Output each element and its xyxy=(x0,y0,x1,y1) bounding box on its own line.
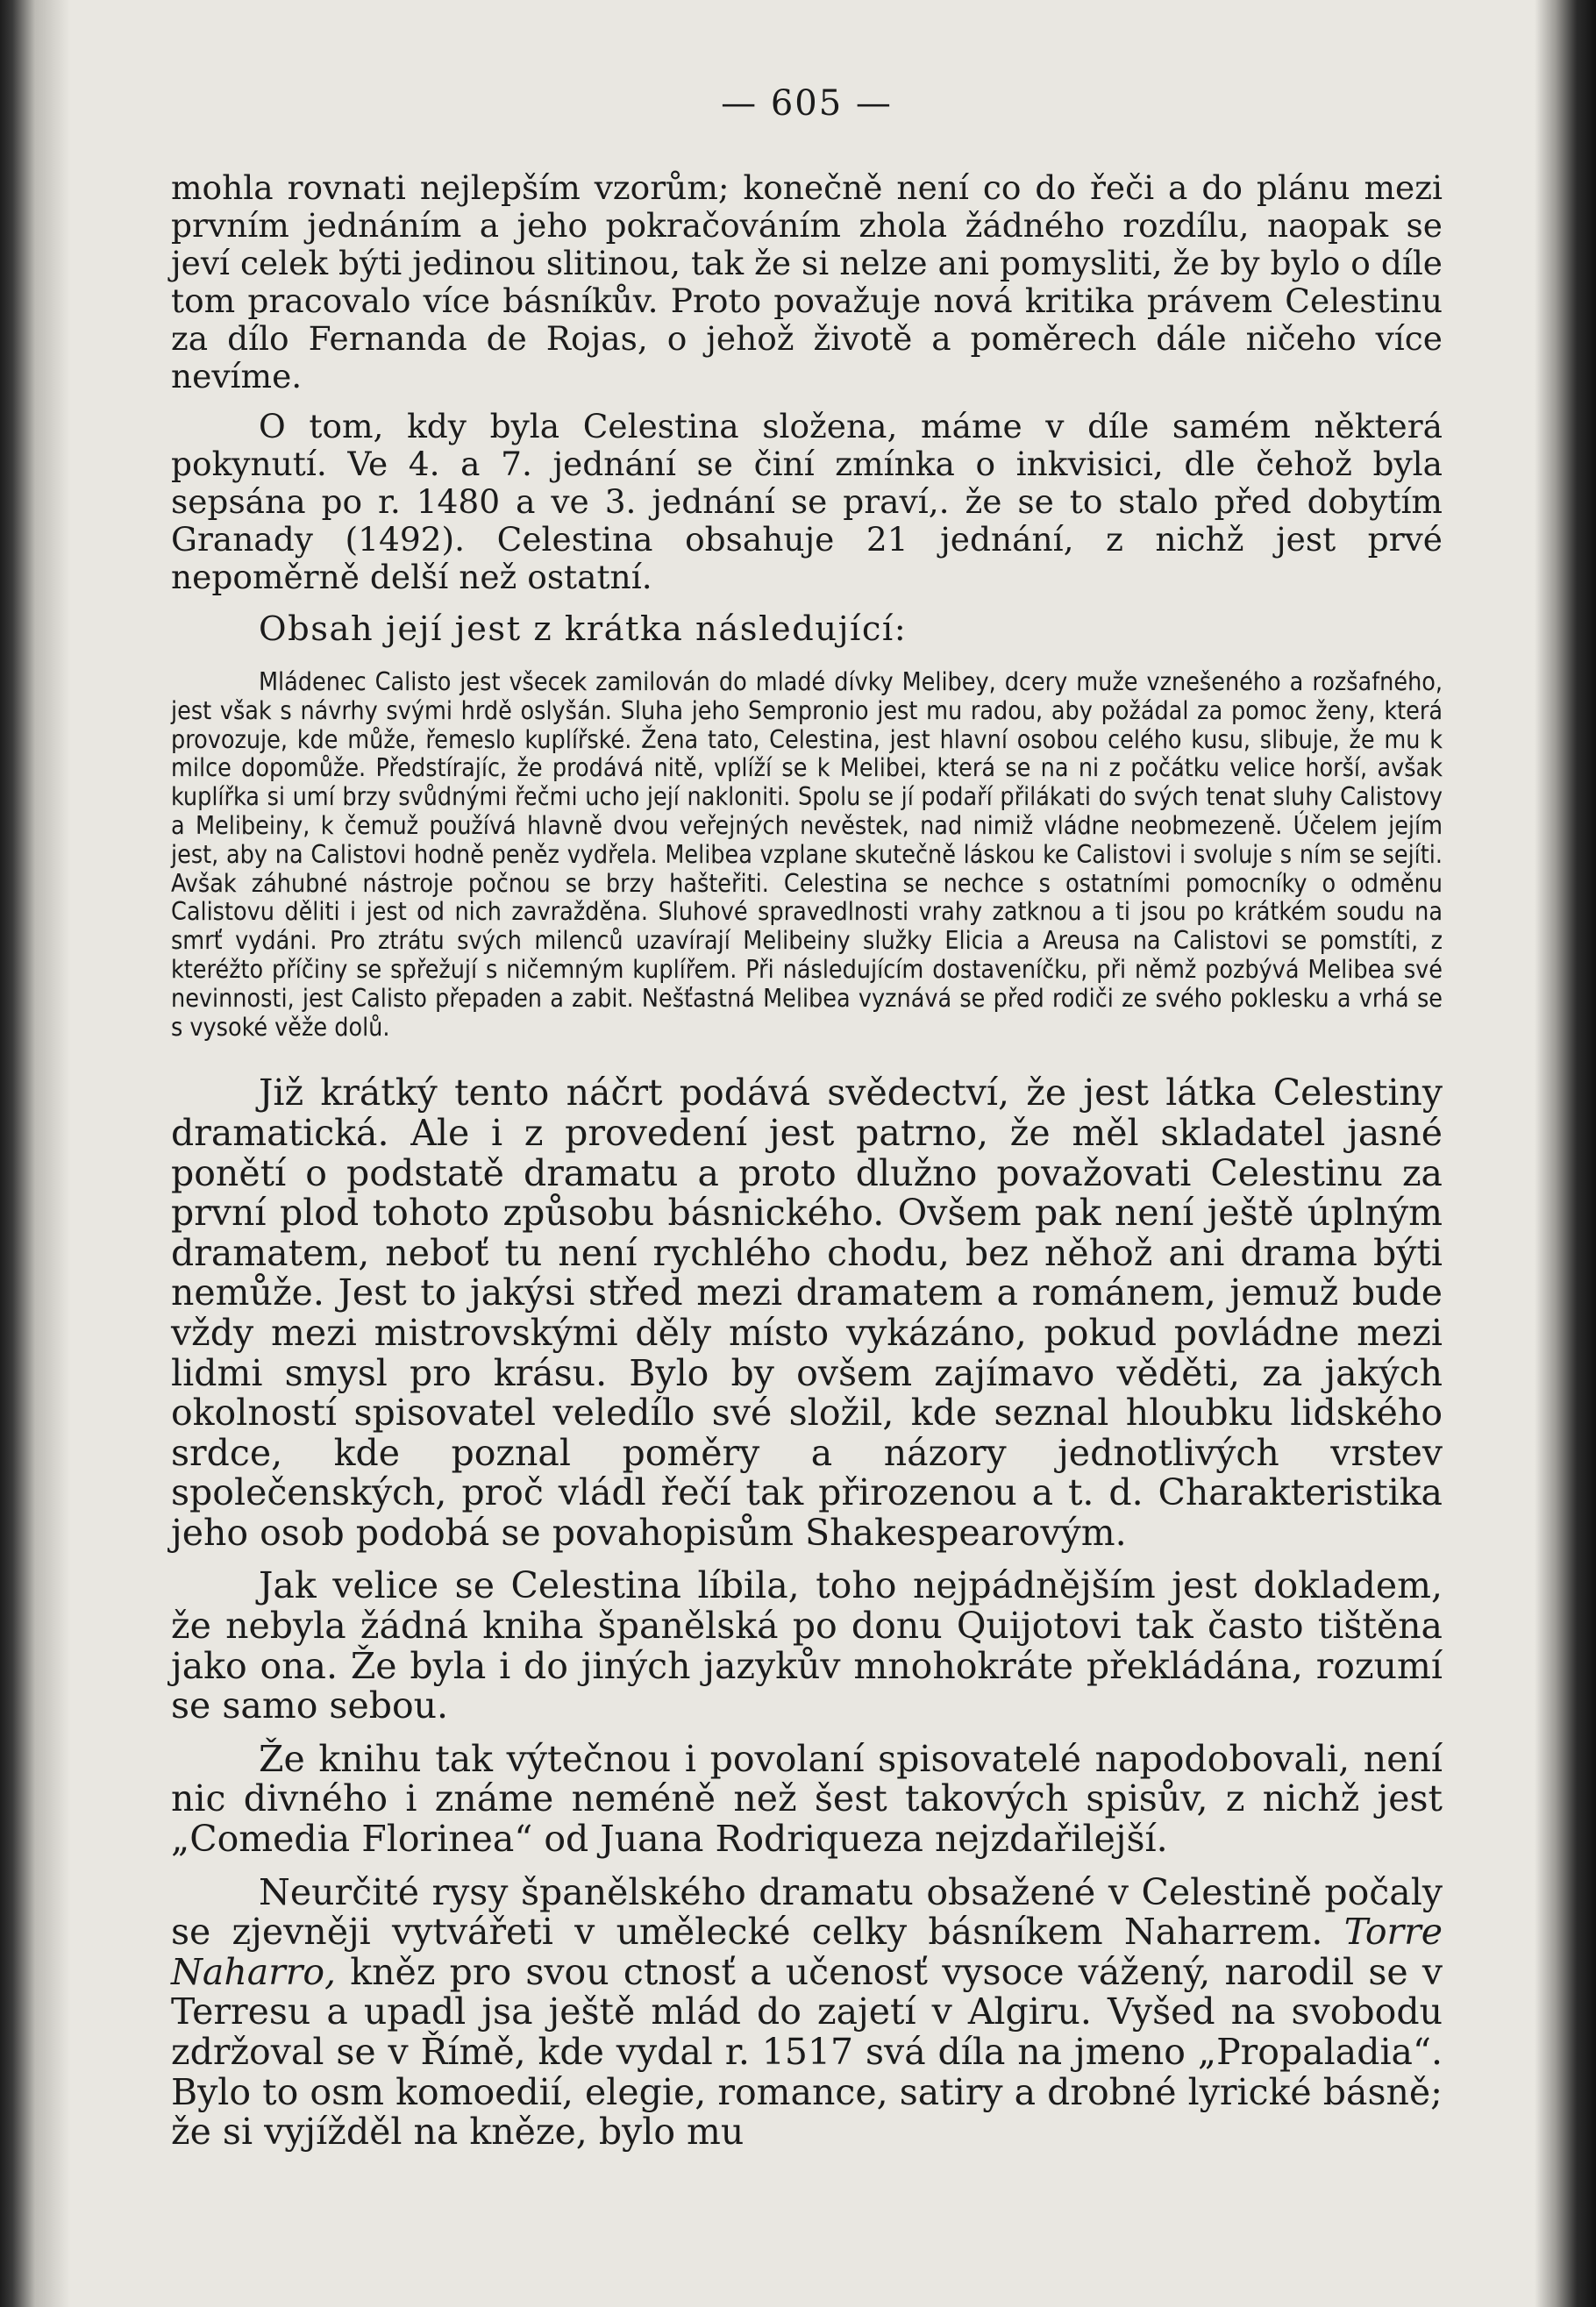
book-page xyxy=(171,83,1443,2153)
plot-summary xyxy=(171,668,1443,1042)
plot-summary-text: Mládenec Calisto jest všecek zamilován do mladé dívky Melibey, dcery muže vznešeného a rozšafného, jest však s návrhy svými hrdě oslyšán. Sluha jeho Sempronio jest mu radou, aby požádal za pomoc ženy, která provozuje, kde může, řemeslo kuplířské. Žena tato, Celestina, jest hlavní osobou celého kusu, slibuje, že mu k milce dopomůže. Předstírajíc, že prodává nitě, vplíží se k Melibei, která se na ni z počátku velice horší, avšak kuplířka si umí brzy svůdnými řečmi ucho její nakloniti. Spolu se jí podaří přilákati do svých tenat sluhy Calistovy a Melibeiny, k čemuž používá hlavně dvou veřejných nevěstek, nad nimiž vládne neobmezeně. Účelem jejím jest, aby na Calistovi hodně peněz vydřela. Melibea vzplane skutečně láskou ke Calistovi i svoluje s ním se sejíti. Avšak záhubné nástroje počnou se brzy hašteřiti. Celestina se nechce s ostatními pomocníky o odměnu Calistovu děliti i jest od nich zavražděna. Sluhové spravedlnosti vrahy zatknou a ti jsou po krátkém soudu na smrť vydáni. Pro ztrátu svých milenců uzavírají Melibeiny služky Elicia a Areusa na Calistovi se pomstíti, z kteréžto příčiny se spřežují s ničemným kuplířem. Při následujícím dostaveníčku, při němž pozbývá Melibea své nevinnosti, jest Calisto přepaden a zabit. Nešťastná Melibea vyznává se před rodiči ze svého poklesku a vrhá se s vysoké věže dolů. xyxy=(171,667,1443,1042)
naharro-text-2: kněz pro svou ctnosť a učenosť vysoce vážený, narodil se v Terresu a upadl jsa ještě mlád do zajetí v Algiru. Vyšed na svobodu zdržoval se v Římě, kde vydal r. 1517 svá díla na jmeno „Propaladia“. Bylo to osm komoedií, elegie, romance, satiry a drobné lyrické básně; že si vyjížděl na kněze, bylo mu xyxy=(171,1950,1443,2154)
scan-right-edge xyxy=(1535,0,1596,2307)
page-number: — 605 — xyxy=(721,83,893,124)
naharro-name: Torre Naharro, xyxy=(171,1911,1443,1993)
paragraph-continuation: mohla rovnati nejlepším vzorům; konečně není co do řeči a do plánu mezi prvním jednáním a jeho pokračováním zhola žádného rozdílu, naopak se jeví celek býti jedinou slitinou, tak že si nelze ani pomysliti, že by bylo o díle tom pracovalo více básníkův. Proto považuje nová kritika právem Celestinu za dílo Fernanda de Rojas, o jehož životě a poměrech dále ničeho více nevíme. xyxy=(171,168,1443,395)
paragraph-dating: O tom, kdy byla Celestina složena, máme v díle samém některá pokynutí. Ve 4. a 7. jednání se činí zmínka o inkvisici, dle čehož byla sepsána po r. 1480 a ve 3. jednání se praví,. že se to stalo před dobytím Granady (1492). Celestina obsahuje 21 jednání, z nichž jest prvé nepoměrně delší než ostatní. xyxy=(171,407,1443,596)
paragraph-popularity: Jak velice se Celestina líbila, toho nejpádnějším jest dokladem, že nebyla žádná kniha španělská po donu Quijotovi tak často tištěna jako ona. Že byla i do jiných jazykův mnohokráte překládána, rozumí se samo sebou. xyxy=(171,1564,1443,1727)
paragraph-dramatic: Již krátký tento náčrt podává svědectví, že jest látka Celestiny dramatická. Ale i z provedení jest patrno, že měl skladatel jasné ponětí o podstatě dramatu a proto dlužno považovati Celestinu za první plod tohoto způsobu básnického. Ovšem pak není ještě úplným dramatem, neboť tu není rychlého chodu, bez něhož ani drama býti nemůže. Jest to jakýsi střed mezi dramatem a románem, jemuž bude vždy mezi mistrovskými děly místo vykázáno, pokud povládne mezi lidmi smysl pro krásu. Bylo by ovšem zajímavo věděti, za jakých okolností spisovatel veledílo své složil, kde seznal hloubku lidského srdce, kde poznal poměry a názory jednotlivých vrstev společenských, proč vládl řečí tak přirozenou a t. d. Charakteristika jeho osob podobá se povahopisům Shakespearovým. xyxy=(171,1072,1443,1554)
scan-left-edge xyxy=(0,0,70,2307)
naharro-text-1: Neurčité rysy španělského dramatu obsažené v Celestině počaly se zjevněji vytvářeti v umělecké celky básníkem Naharrem. xyxy=(171,1870,1443,1954)
paragraph-imitations: Že knihu tak výtečnou i povolaní spisovatelé napodobovali, není nic divného i známe neméně než šest takových spisův, z nichž jest „Comedia Florinea“ od Juana Rodriqueza nejzdařilejší. xyxy=(171,1737,1443,1861)
paragraph-naharro xyxy=(171,1870,1443,2154)
section-heading: Obsah její jest z krátka následující: xyxy=(259,609,908,649)
